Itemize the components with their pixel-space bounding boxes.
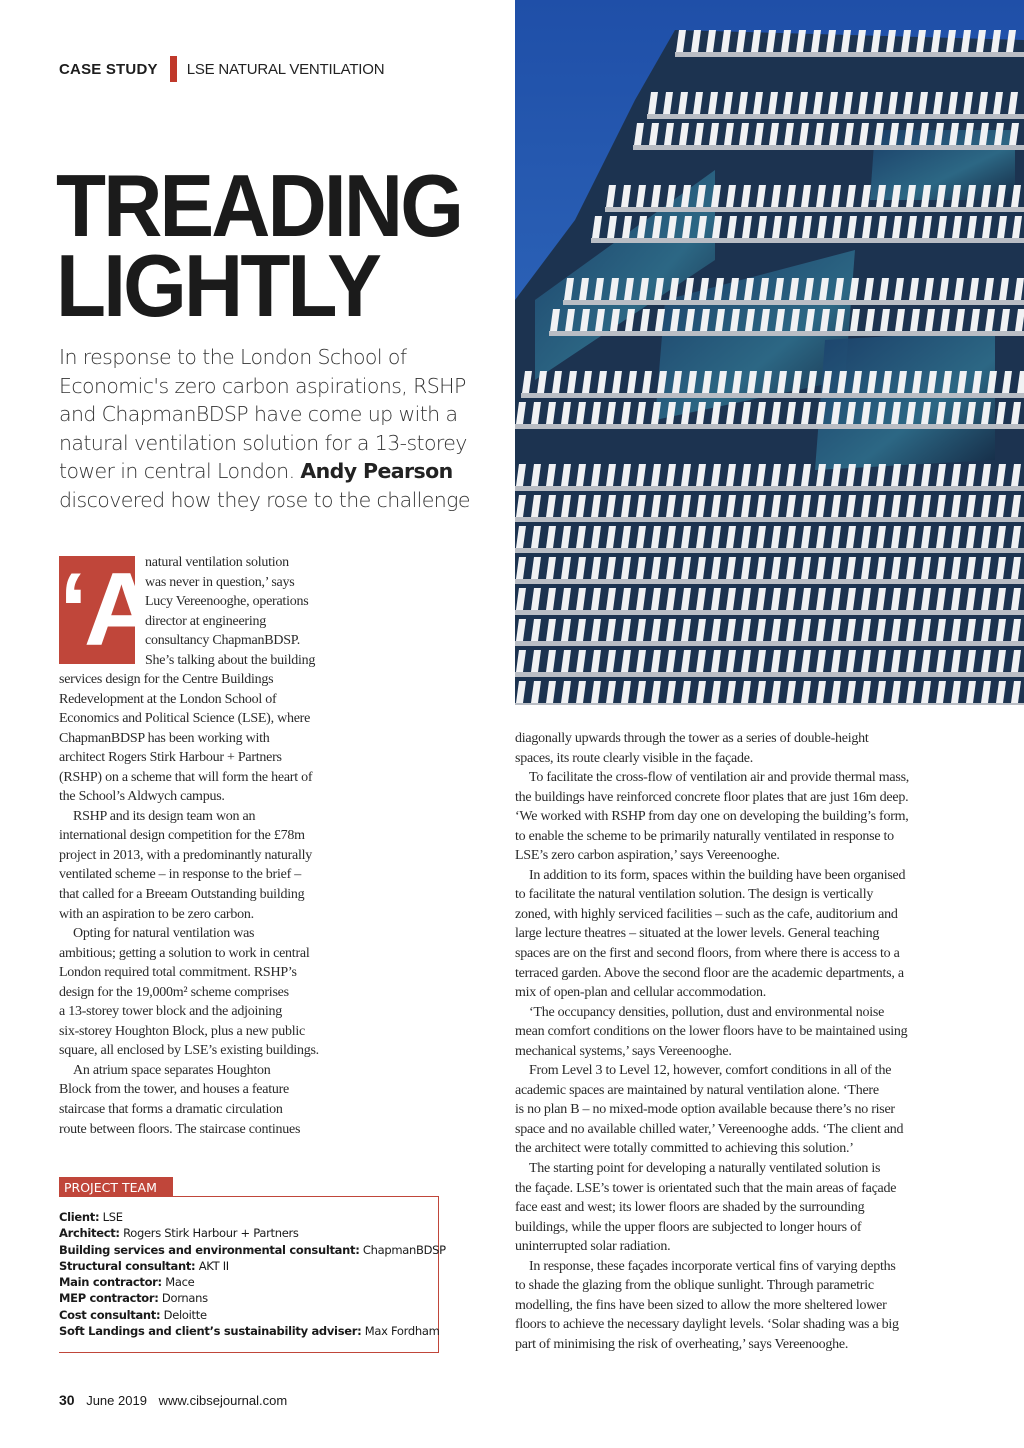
team-role: Architect: bbox=[59, 1226, 120, 1241]
floor-slab bbox=[515, 486, 1024, 491]
floor-slab bbox=[515, 517, 1024, 522]
body-line: ventilated scheme – in response to the brief – bbox=[59, 867, 301, 883]
floor-slab bbox=[515, 610, 1024, 615]
website-link[interactable]: www.cibsejournal.com bbox=[158, 1393, 288, 1408]
page-number: 30 bbox=[59, 1392, 75, 1408]
building-facade-photo bbox=[515, 0, 1024, 705]
body-line: RSHP and its design team won an bbox=[73, 808, 256, 824]
body-line: to facilitate the natural ventilation solution. The design is vertically bbox=[515, 887, 874, 903]
body-line: zoned, with highly serviced facilities – such as the cafe, auditorium and bbox=[515, 906, 898, 922]
headline-line-1: TREADING bbox=[56, 156, 462, 255]
team-name: Dornans bbox=[158, 1291, 208, 1306]
body-line: academic spaces are maintained by natural ventilation alone. ‘There bbox=[515, 1082, 879, 1098]
team-role: Client: bbox=[59, 1210, 100, 1224]
body-line: staircase that forms a dramatic circulation bbox=[59, 1102, 283, 1118]
body-line: consultancy ChapmanBDSP. bbox=[145, 633, 300, 649]
body-line: the architect were totally committed to achieving this solution.’ bbox=[515, 1141, 854, 1157]
body-line: ‘The occupancy densities, pollution, dust and environmental noise bbox=[529, 1004, 885, 1020]
body-line: face east and west; its lower floors are shaded by the surrounding bbox=[515, 1200, 865, 1216]
body-line: buildings, while the upper floors are subjected to longer hours of bbox=[515, 1219, 862, 1235]
team-name: ChapmanBDSP bbox=[359, 1242, 446, 1257]
floor-slab bbox=[515, 703, 1024, 705]
body-line: The starting point for developing a naturally ventilated solution is bbox=[529, 1161, 881, 1177]
body-line: mechanical systems,’ says Vereenooghe. bbox=[515, 1043, 732, 1059]
body-line: Economics and Political Science (LSE), where bbox=[59, 711, 311, 727]
team-name: Max Fordham bbox=[361, 1324, 440, 1339]
body-line: spaces are on the first and second floors, from where there is access to a bbox=[515, 946, 900, 962]
body-line: the buildings have reinforced concrete floor plates that are just 16m deep. bbox=[515, 789, 909, 805]
floor-slab bbox=[549, 331, 1024, 336]
body-line: (RSHP) on a scheme that will form the heart of bbox=[59, 769, 313, 785]
team-member bbox=[59, 1274, 446, 1290]
body-line: six-storey Houghton Block, plus a new public bbox=[59, 1023, 306, 1039]
topic-label: LSE NATURAL VENTILATION bbox=[186, 60, 385, 78]
issue-date: June 2019 bbox=[86, 1393, 147, 1408]
team-role: MEP contractor: bbox=[59, 1291, 159, 1306]
standfirst-text: In response to the London School of Economic's zero carbon aspirations, RSHP and ChapmanBDSP have come up with a natural ventilation solution for a 13-storey tower in central London. bbox=[59, 345, 467, 483]
standfirst bbox=[59, 343, 499, 514]
body-line: part of minimising the risk of overheating,’ says Vereenooghe. bbox=[515, 1336, 849, 1352]
page-footer bbox=[59, 1392, 295, 1408]
body-line: a 13-storey tower block and the adjoining bbox=[59, 1004, 283, 1020]
body-line: uninterrupted solar radiation. bbox=[515, 1239, 671, 1255]
body-line: Block from the tower, and houses a feature bbox=[59, 1082, 289, 1098]
body-line: international design competition for the £78m bbox=[59, 828, 305, 844]
body-line: An atrium space separates Houghton bbox=[73, 1062, 271, 1078]
body-line: space and no available chilled water,’ Vereenooghe adds. ‘The client and bbox=[515, 1121, 904, 1137]
body-line: LSE’s zero carbon aspiration,’ says Vereenooghe. bbox=[515, 848, 780, 864]
body-line: ChapmanBDSP has been working with bbox=[59, 730, 270, 746]
team-role: Main contractor: bbox=[59, 1275, 162, 1290]
body-line: London required total commitment. RSHP’s bbox=[59, 965, 297, 981]
team-member bbox=[59, 1290, 446, 1306]
glass-panel bbox=[815, 330, 995, 470]
body-line: design for the 19,000m² scheme comprises bbox=[59, 984, 289, 1000]
body-line: with an aspiration to be zero carbon. bbox=[59, 906, 254, 922]
body-line: the School’s Aldwych campus. bbox=[59, 789, 225, 805]
body-line: In addition to its form, spaces within the building have been organised bbox=[529, 867, 906, 883]
body-line: floors to achieve the necessary daylight levels. ‘Solar shading was a big bbox=[515, 1317, 899, 1333]
section-label: CASE STUDY bbox=[59, 60, 158, 78]
floor-slab bbox=[521, 393, 1024, 398]
team-name: Mace bbox=[161, 1275, 195, 1290]
floor-slab bbox=[515, 672, 1024, 677]
team-member bbox=[59, 1323, 446, 1339]
body-line: route between floors. The staircase continues bbox=[59, 1121, 301, 1137]
team-name: Deloitte bbox=[160, 1307, 207, 1322]
author-name: Andy Pearson bbox=[300, 459, 453, 483]
body-line: Opting for natural ventilation was bbox=[73, 926, 255, 942]
body-line: large lecture theatres – situated at the lower levels. General teaching bbox=[515, 926, 880, 942]
body-line: Redevelopment at the London School of bbox=[59, 691, 277, 707]
body-line: was never in question,’ says bbox=[145, 574, 295, 590]
body-column-left-wrap bbox=[145, 553, 315, 670]
body-line: project in 2013, with a predominantly naturally bbox=[59, 847, 313, 863]
floor-slab bbox=[515, 579, 1024, 584]
body-line: the façade. LSE’s tower is orientated such that the main areas of façade bbox=[515, 1180, 897, 1196]
body-line: that called for a Breeam Outstanding building bbox=[59, 887, 305, 903]
team-role: Soft Landings and client’s sustainability adviser: bbox=[59, 1324, 362, 1339]
team-name: Rogers Stirk Harbour + Partners bbox=[119, 1226, 299, 1241]
floor-slab bbox=[647, 114, 1024, 119]
body-line: to shade the glazing from the oblique sunlight. Through parametric bbox=[515, 1278, 874, 1294]
body-line: mix of open-plan and cellular accommodation. bbox=[515, 985, 767, 1001]
team-role: Building services and environmental consultant: bbox=[59, 1242, 360, 1257]
body-line: to enable the scheme to be primarily naturally ventilated in response to bbox=[515, 828, 894, 844]
headline-line-2: LIGHTLY bbox=[56, 236, 380, 335]
team-member bbox=[59, 1209, 446, 1225]
team-name: LSE bbox=[99, 1210, 123, 1224]
team-role: Structural consultant: bbox=[59, 1258, 196, 1273]
body-line: diagonally upwards through the tower as a series of double-height bbox=[515, 731, 869, 746]
body-line: natural ventilation solution bbox=[145, 555, 289, 570]
floor-slab bbox=[591, 238, 1024, 243]
floor-slab bbox=[633, 145, 1024, 150]
body-line: architect Rogers Stirk Harbour + Partners bbox=[59, 750, 282, 766]
body-line: modelling, the fins have been sized to allow the more sheltered lower bbox=[515, 1297, 887, 1313]
section-kicker bbox=[59, 56, 384, 82]
body-line: Lucy Vereenooghe, operations bbox=[145, 594, 309, 610]
team-member bbox=[59, 1225, 446, 1241]
floor-slab bbox=[675, 52, 1024, 57]
body-line: director at engineering bbox=[145, 613, 266, 629]
headline bbox=[56, 156, 462, 335]
drop-cap: ‘A bbox=[59, 552, 155, 668]
project-team-heading: PROJECT TEAM bbox=[59, 1177, 173, 1197]
team-member bbox=[59, 1307, 446, 1323]
team-member bbox=[59, 1258, 446, 1274]
floor-slab bbox=[515, 641, 1024, 646]
team-member bbox=[59, 1242, 446, 1258]
body-line: She’s talking about the building bbox=[145, 652, 316, 668]
floor-slab bbox=[563, 300, 1024, 305]
body-line: To facilitate the cross-flow of ventilation air and provide thermal mass, bbox=[529, 770, 910, 786]
body-line: In response, these façades incorporate vertical fins of varying depths bbox=[529, 1258, 896, 1274]
kicker-divider bbox=[170, 56, 177, 82]
body-line: square, all enclosed by LSE’s existing buildings. bbox=[59, 1043, 319, 1059]
standfirst-tail: discovered how they rose to the challenge bbox=[59, 487, 470, 512]
body-line: is no plan B – no mixed-mode option available because there’s no riser bbox=[515, 1102, 895, 1118]
body-line: mean comfort conditions on the lower floors have to be maintained using bbox=[515, 1024, 908, 1040]
team-role: Cost consultant: bbox=[59, 1307, 161, 1322]
team-name: AKT II bbox=[195, 1258, 229, 1273]
body-column-right bbox=[515, 729, 909, 1355]
body-line: From Level 3 to Level 12, however, comfort conditions in all of the bbox=[529, 1063, 892, 1079]
floor-slab bbox=[605, 207, 1024, 212]
floor-slab bbox=[515, 548, 1024, 553]
body-line: services design for the Centre Buildings bbox=[59, 672, 274, 687]
body-line: spaces, its route clearly visible in the façade. bbox=[515, 750, 753, 766]
floor-slab bbox=[515, 424, 1024, 429]
body-line: ‘We worked with RSHP from day one on developing the building’s form, bbox=[515, 809, 909, 825]
project-team-list bbox=[59, 1209, 446, 1339]
body-column-left bbox=[59, 670, 319, 1139]
body-line: terraced garden. Above the second floor are the academic departments, a bbox=[515, 965, 904, 981]
body-line: ambitious; getting a solution to work in central bbox=[59, 945, 310, 961]
